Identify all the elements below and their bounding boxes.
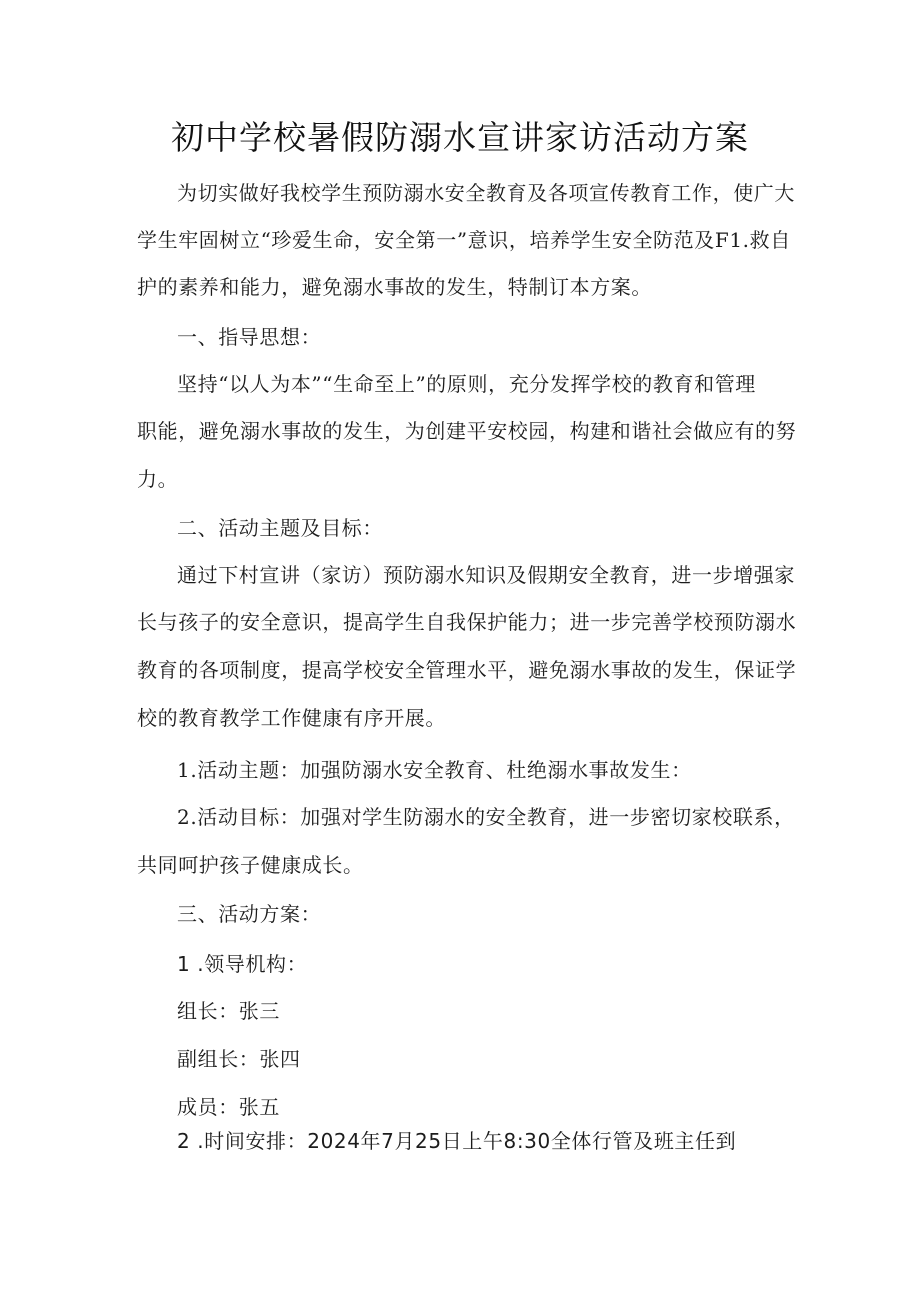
section2-line-2: 长与孩子的安全意识，提高学生自我保护能力；进一步完善学校预防溺水 [137,610,797,634]
section2-line-3: 教育的各项制度，提高学校安全管理水平，避免溺水事故的发生，保证学 [137,658,797,682]
section2-line-4: 校的教育教学工作健康有序开展。 [137,706,446,730]
section1-heading: 一、指导思想： [177,325,322,349]
section1-line-3: 力。 [137,467,179,491]
section2-heading: 二、活动主题及目标： [177,516,383,540]
section3-heading: 三、活动方案： [177,902,322,926]
section2-item-1: 1.活动主题：加强防溺水安全教育、杜绝溺水事故发生： [177,758,692,782]
document-title: 初中学校暑假防溺水宣讲家访活动方案 [171,118,749,157]
intro-line-2: 学生牢固树立“珍爱生命，安全第一”意识，培养学生安全防范及F1.救自 [137,228,791,252]
section3-sub2-line: 2 .时间安排：2024年7月25日上午8:30全体行管及班主任到 [177,1129,737,1153]
intro-line-1: 为切实做好我校学生预防溺水安全教育及各项宣传教育工作，使广大 [177,181,795,205]
section1-line-1: 坚持“以人为本”“生命至上”的原则，充分发挥学校的教育和管理 [177,372,756,396]
section2-line-1: 通过下村宣讲（家访）预防溺水知识及假期安全教育，进一步增强家 [177,563,795,587]
section2-item-2-line-2: 共同呵护孩子健康成长。 [137,853,364,877]
leader-line: 组长：张三 [177,999,280,1023]
section2-item-2-line-1: 2.活动目标：加强对学生防溺水的安全教育，进一步密切家校联系， [177,805,795,829]
section3-sub1-heading: 1 .领导机构： [177,952,308,976]
section1-line-2: 职能，避免溺水事故的发生，为创建平安校园，构建和谐社会做应有的努 [137,419,797,443]
intro-line-3: 护的素养和能力，避免溺水事故的发生，特制订本方案。 [137,275,652,299]
member-line: 成员：张五 [177,1095,280,1119]
deputy-leader-line: 副组长：张四 [177,1047,301,1071]
